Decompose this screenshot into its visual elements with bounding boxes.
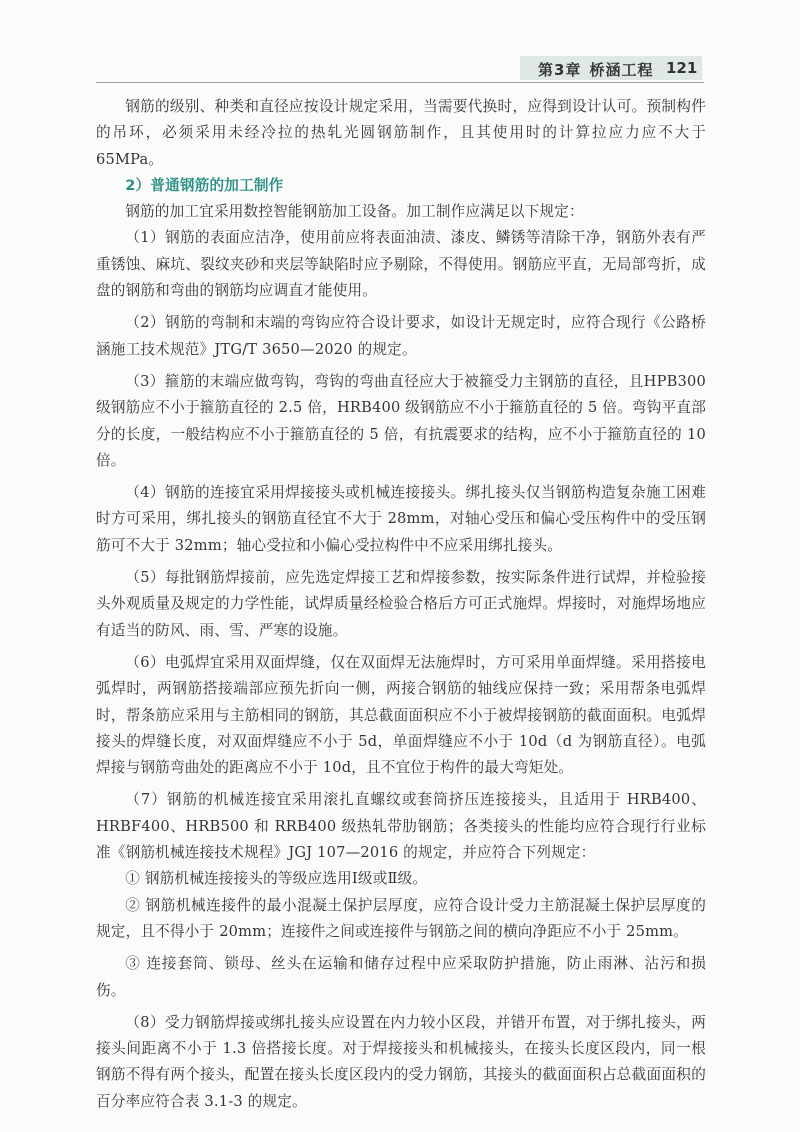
intro-paragraph: 钢筋的级别、种类和直径应按设计规定采用，当需要代换时，应得到设计认可。预制构件的吊环，必须采用未经冷拉的热轧光圆钢筋制作，且其使用时的计算拉应力应不大于 65MPa。 — [96, 98, 706, 168]
rule-paragraph-5: （5）每批钢筋焊接前，应先选定焊接工艺和焊接参数，按实际条件进行试焊，并检验接头外观质量及规定的力学性能，试焊质量经检验合格后方可正式施焊。焊接时，对施焊场地应有适当的防风、雨、雪、严寒的设施。 — [96, 569, 706, 639]
section-heading: 2）普通钢筋的加工制作 — [125, 176, 284, 194]
page-body — [96, 94, 706, 1115]
rule-paragraph-2: （2）钢筋的弯制和末端的弯钩应符合设计要求，如设计无规定时，应符合现行《公路桥涵施工技术规范》JTG/T 3650—2020 的规定。 — [96, 314, 706, 358]
sub-item-1: ① 钢筋机械连接接头的等级应选用Ⅰ级或Ⅱ级。 — [125, 870, 428, 888]
running-header — [538, 59, 653, 80]
chapter-label: 第3章 — [538, 61, 582, 79]
rule-paragraph-7: （7）钢筋的机械连接宜采用滚扎直螺纹或套筒挤压连接接头，且适用于 HRB400、HRBF400、HRB500 和 RRB400 级热轧带肋钢筋；各类接头的性能均应符合现行行业标准《钢筋机械连接技术规程》JGJ 107—2016 的规定，并应符合下列规定： — [96, 791, 706, 862]
rule-paragraph-1: （1）钢筋的表面应洁净，使用前应将表面油渍、漆皮、鳞锈等清除干净，钢筋外表有严重锈蚀、麻坑、裂纹夹砂和夹层等缺陷时应予剔除，不得使用。钢筋应平直，无局部弯折，成盘的钢筋和弯曲的钢筋均应调直才能使用。 — [96, 229, 706, 300]
rule-paragraph-4: （4）钢筋的连接宜采用焊接接头或机械连接接头。绑扎接头仅当钢筋构造复杂施工困难时方可采用，绑扎接头的钢筋直径宜不大于 28mm，对轴心受压和偏心受压构件中的受压钢筋可不大于 32mm；轴心受拉和小偏心受拉构件中不应采用绑扎接头。 — [96, 484, 706, 554]
rule-paragraph-3: （3）箍筋的末端应做弯钩，弯钩的弯曲直径应大于被箍受力主钢筋的直径，且HPB300 级钢筋应不小于箍筋直径的 2.5 倍，HRB400 级钢筋应不小于箍筋直径的 5 倍。弯钩平直部分的长度，一般结构应不小于箍筋直径的 5 倍，有抗震要求的结构，应不小于箍筋直径的 10 倍。 — [96, 372, 706, 469]
page-number: 121 — [666, 59, 698, 77]
chapter-title: 桥涵工程 — [589, 61, 654, 79]
header-rule — [96, 82, 704, 83]
rule-paragraph-8: （8）受力钢筋焊接或绑扎接头应设置在内力较小区段，并错开布置，对于绑扎接头，两接头间距离不小于 1.3 倍搭接长度。对于焊接接头和机械接头，在接头长度区段内，同一根钢筋不得有两个接头，配置在接头长度区段内的受力钢筋，其接头的截面面积占总截面面积的百分率应符合表 3.1-3 的规定。 — [96, 1013, 706, 1110]
page-header — [0, 54, 800, 82]
sub-item-3: ③ 连接套筒、锁母、丝头在运输和储存过程中应采取防护措施，防止雨淋、沾污和损伤。 — [96, 955, 706, 999]
sub-item-2: ② 钢筋机械连接件的最小混凝土保护层厚度，应符合设计受力主筋混凝土保护层厚度的规定，且不得小于 20mm；连接件之间或连接件与钢筋之间的横向净距应不小于 25mm。 — [96, 896, 706, 940]
rule-paragraph-6: （6）电弧焊宜采用双面焊缝，仅在双面焊无法施焊时，方可采用单面焊缝。采用搭接电弧焊时，两钢筋搭接端部应预先折向一侧，两接合钢筋的轴线应保持一致；采用帮条电弧焊时，帮条筋应采用与主筋相同的钢筋，其总截面面积应不小于被焊接钢筋的截面面积。电弧焊接头的焊缝长度，对双面焊缝应不小于 5d，单面焊缝应不小于 10d（d 为钢筋直径）。电弧焊接与钢筋弯曲处的距离应不小于 10d，且不宜位于构件的最大弯矩处。 — [96, 653, 706, 777]
section-intro-paragraph: 钢筋的加工宜采用数控智能钢筋加工设备。加工制作应满足以下规定： — [125, 203, 584, 221]
